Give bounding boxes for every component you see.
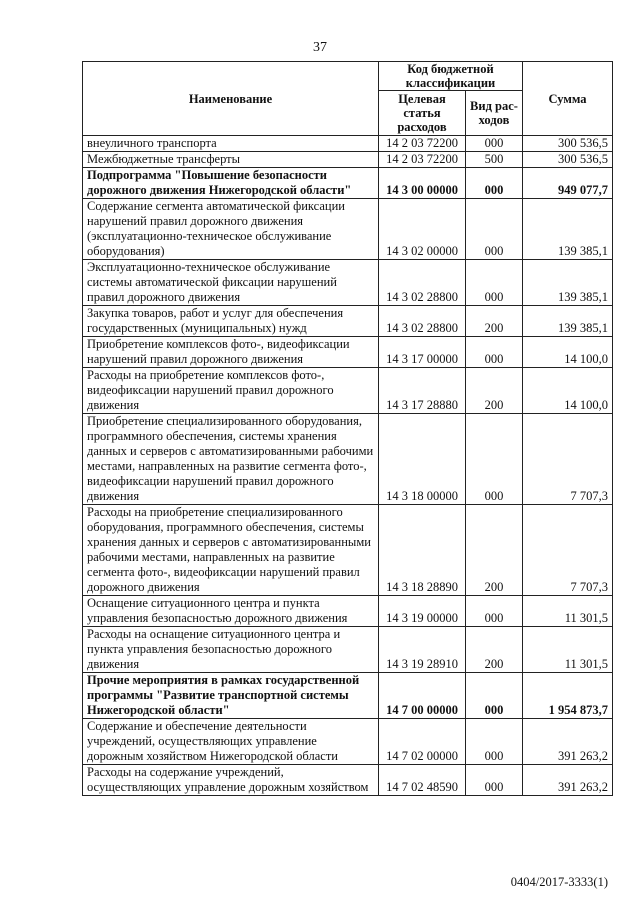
row-name: Расходы на приобретение специализированного оборудования, программного обеспечения, системы хранения данных и серверов с автоматизированными рабочими местами, направленных на развитие сегмента фото-, видеофиксации нарушений правил дорожного движения xyxy=(83,505,379,596)
row-target-article: 14 7 00 00000 xyxy=(379,673,466,719)
row-name: Закупка товаров, работ и услуг для обеспечения государственных (муниципальных) нужд xyxy=(83,306,379,337)
row-expense-kind: 000 xyxy=(466,199,523,260)
table-header-row xyxy=(83,62,613,91)
row-target-article: 14 3 17 28880 xyxy=(379,368,466,414)
table-row xyxy=(83,719,613,765)
row-target-article: 14 3 02 00000 xyxy=(379,199,466,260)
page-number: 37 xyxy=(313,40,327,55)
budget-table xyxy=(82,61,613,796)
row-sum: 139 385,1 xyxy=(523,306,613,337)
row-expense-kind: 000 xyxy=(466,168,523,199)
row-sum: 139 385,1 xyxy=(523,199,613,260)
row-sum: 949 077,7 xyxy=(523,168,613,199)
row-expense-kind: 200 xyxy=(466,306,523,337)
header-name: Наименование xyxy=(83,62,379,136)
row-name: Межбюджетные трансферты xyxy=(83,152,379,168)
header-expense-kind: Вид рас-ходов xyxy=(466,91,523,136)
row-sum: 14 100,0 xyxy=(523,337,613,368)
table-row xyxy=(83,596,613,627)
row-target-article: 14 3 19 00000 xyxy=(379,596,466,627)
row-name: Содержание сегмента автоматической фиксации нарушений правил дорожного движения (эксплуатационно-техническое обслуживание оборудования) xyxy=(83,199,379,260)
row-sum: 7 707,3 xyxy=(523,414,613,505)
row-target-article: 14 3 18 00000 xyxy=(379,414,466,505)
row-target-article: 14 3 19 28910 xyxy=(379,627,466,673)
row-target-article: 14 7 02 00000 xyxy=(379,719,466,765)
row-name: Прочие мероприятия в рамках государственной программы "Развитие транспортной системы Нижегородской области" xyxy=(83,673,379,719)
row-name: Содержание и обеспечение деятельности учреждений, осуществляющих управление дорожным хозяйством Нижегородской области xyxy=(83,719,379,765)
row-target-article: 14 2 03 72200 xyxy=(379,152,466,168)
row-name: Эксплуатационно-техническое обслуживание системы автоматической фиксации нарушений правил дорожного движения xyxy=(83,260,379,306)
header-sum: Сумма xyxy=(523,62,613,136)
table-row xyxy=(83,505,613,596)
row-sum: 11 301,5 xyxy=(523,596,613,627)
row-expense-kind: 500 xyxy=(466,152,523,168)
row-target-article: 14 3 18 28890 xyxy=(379,505,466,596)
row-sum: 391 263,2 xyxy=(523,765,613,796)
row-expense-kind: 000 xyxy=(466,719,523,765)
table-row xyxy=(83,136,613,152)
table-row xyxy=(83,368,613,414)
table-row xyxy=(83,260,613,306)
row-sum: 300 536,5 xyxy=(523,136,613,152)
row-sum: 11 301,5 xyxy=(523,627,613,673)
row-expense-kind: 200 xyxy=(466,627,523,673)
table-row xyxy=(83,414,613,505)
row-expense-kind: 000 xyxy=(466,414,523,505)
row-target-article: 14 3 00 00000 xyxy=(379,168,466,199)
table-row xyxy=(83,152,613,168)
row-target-article: 14 3 17 00000 xyxy=(379,337,466,368)
row-name: Приобретение специализированного оборудования, программного обеспечения, системы хранения данных и серверов с автоматизированными рабочими местами, направленных на развитие сегмента фото-, видеофиксации нарушений правил дорожного движения xyxy=(83,414,379,505)
row-name: Приобретение комплексов фото-, видеофиксации нарушений правил дорожного движения xyxy=(83,337,379,368)
table-body xyxy=(83,136,613,796)
row-expense-kind: 000 xyxy=(466,260,523,306)
row-name: Подпрограмма "Повышение безопасности дорожного движения Нижегородской области" xyxy=(83,168,379,199)
row-name: Расходы на оснащение ситуационного центра и пункта управления безопасностью дорожного движения xyxy=(83,627,379,673)
row-expense-kind: 000 xyxy=(466,596,523,627)
row-target-article: 14 3 02 28800 xyxy=(379,306,466,337)
row-sum: 300 536,5 xyxy=(523,152,613,168)
row-expense-kind: 000 xyxy=(466,136,523,152)
row-name: внеуличного транспорта xyxy=(83,136,379,152)
row-expense-kind: 000 xyxy=(466,765,523,796)
table-row xyxy=(83,306,613,337)
row-sum: 7 707,3 xyxy=(523,505,613,596)
row-sum: 1 954 873,7 xyxy=(523,673,613,719)
header-target-article: Целевая статья расходов xyxy=(379,91,466,136)
row-target-article: 14 2 03 72200 xyxy=(379,136,466,152)
table-row xyxy=(83,765,613,796)
row-expense-kind: 000 xyxy=(466,673,523,719)
table-row xyxy=(83,673,613,719)
row-expense-kind: 000 xyxy=(466,337,523,368)
table-row xyxy=(83,627,613,673)
row-expense-kind: 200 xyxy=(466,505,523,596)
row-target-article: 14 3 02 28800 xyxy=(379,260,466,306)
row-sum: 139 385,1 xyxy=(523,260,613,306)
row-expense-kind: 200 xyxy=(466,368,523,414)
table-row xyxy=(83,168,613,199)
row-target-article: 14 7 02 48590 xyxy=(379,765,466,796)
document-code: 0404/2017-3333(1) xyxy=(510,875,608,889)
table-row xyxy=(83,199,613,260)
row-name: Оснащение ситуационного центра и пункта управления безопасностью дорожного движения xyxy=(83,596,379,627)
row-sum: 391 263,2 xyxy=(523,719,613,765)
table-row xyxy=(83,337,613,368)
row-name: Расходы на приобретение комплексов фото-, видеофиксации нарушений правил дорожного движения xyxy=(83,368,379,414)
row-sum: 14 100,0 xyxy=(523,368,613,414)
header-budget-code: Код бюджетной классификации xyxy=(379,62,523,91)
row-name: Расходы на содержание учреждений, осуществляющих управление дорожным хозяйством xyxy=(83,765,379,796)
